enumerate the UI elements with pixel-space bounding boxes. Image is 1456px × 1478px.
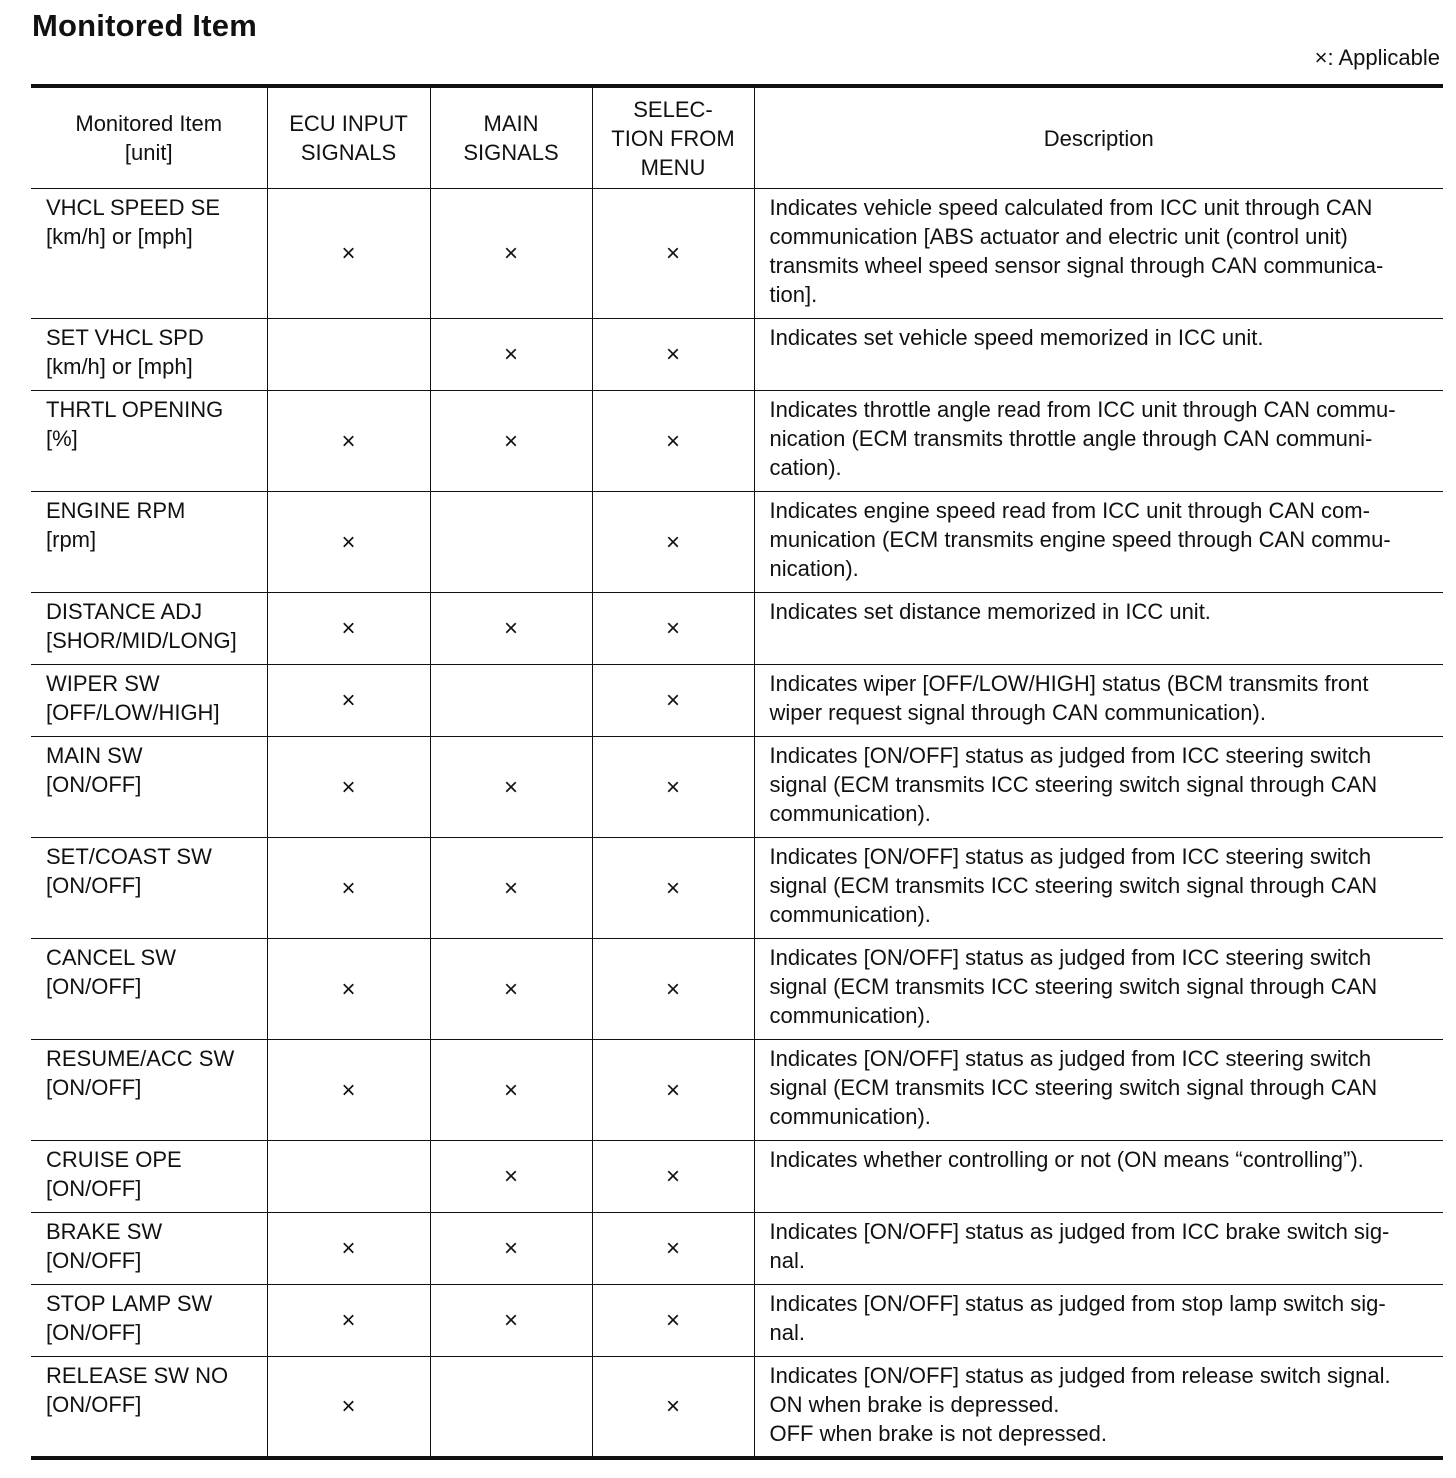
table-row: [31, 1040, 1443, 1141]
selection-from-menu-cell: ×: [592, 665, 754, 737]
monitored-item-cell: [31, 1285, 267, 1357]
monitored-item-cell: [31, 1213, 267, 1285]
monitored-item-cell: [31, 391, 267, 492]
monitored-item-cell: [31, 1357, 267, 1459]
selection-from-menu-cell: ×: [592, 737, 754, 838]
page-title: Monitored Item: [32, 8, 257, 43]
item-name: RESUME/ACC SW: [46, 1046, 235, 1071]
description-text: Indicates set distance memorized in ICC unit.: [769, 599, 1211, 624]
ecu-input-signals-cell: ×: [267, 391, 430, 492]
description-text: Indicates whether controlling or not (ON means “controlling”).: [769, 1147, 1364, 1172]
item-unit: [ON/OFF]: [46, 974, 142, 999]
selection-from-menu-cell: ×: [592, 939, 754, 1040]
main-signals-cell: ×: [430, 189, 592, 319]
ecu-input-signals-cell: ×: [267, 737, 430, 838]
ecu-input-signals-cell: ×: [267, 1213, 430, 1285]
description-cell: [754, 665, 1443, 737]
ecu-input-signals-cell: ×: [267, 1040, 430, 1141]
table-row: [31, 1357, 1443, 1459]
table-row: [31, 838, 1443, 939]
item-name: THRTL OPENING: [46, 397, 224, 422]
main-signals-cell: ×: [430, 1141, 592, 1213]
table-row: [31, 593, 1443, 665]
description-text: Indicates [ON/OFF] status as judged from ICC steering switch signal (ECM transmits ICC steering switch signal through CAN communication).: [769, 945, 1378, 1028]
selection-from-menu-cell: ×: [592, 391, 754, 492]
description-cell: [754, 319, 1443, 391]
description-cell: [754, 1213, 1443, 1285]
description-text: Indicates set vehicle speed memorized in ICC unit.: [769, 325, 1264, 350]
selection-from-menu-cell: ×: [592, 838, 754, 939]
main-signals-cell: ×: [430, 838, 592, 939]
description-text: Indicates throttle angle read from ICC unit through CAN commu- nication (ECM transmits throttle angle through CAN communi- cation).: [769, 397, 1396, 480]
description-cell: [754, 1141, 1443, 1213]
item-unit: [ON/OFF]: [46, 1320, 142, 1345]
monitored-item-cell: [31, 665, 267, 737]
header-selection-from-menu: SELEC- TION FROM MENU: [592, 86, 754, 189]
item-unit: [rpm]: [46, 527, 97, 552]
description-text: Indicates vehicle speed calculated from ICC unit through CAN communication [ABS actuator and electric unit (control unit) transmits wheel speed sensor signal through CAN communica- tion].: [769, 195, 1384, 307]
ecu-input-signals-cell: ×: [267, 665, 430, 737]
header-monitored-item: Monitored Item [unit]: [31, 86, 267, 189]
table-row: [31, 665, 1443, 737]
ecu-input-signals-cell: ×: [267, 492, 430, 593]
ecu-input-signals-cell: ×: [267, 1357, 430, 1459]
main-signals-cell: ×: [430, 391, 592, 492]
table-row: [31, 189, 1443, 319]
selection-from-menu-cell: ×: [592, 1040, 754, 1141]
ecu-input-signals-cell: ×: [267, 593, 430, 665]
selection-from-menu-cell: ×: [592, 1141, 754, 1213]
monitored-item-cell: [31, 319, 267, 391]
ecu-input-signals-cell: ×: [267, 1285, 430, 1357]
item-unit: [ON/OFF]: [46, 873, 142, 898]
main-signals-cell: ×: [430, 737, 592, 838]
item-unit: [OFF/LOW/HIGH]: [46, 700, 220, 725]
description-cell: [754, 1040, 1443, 1141]
ecu-input-signals-cell: [267, 319, 430, 391]
description-text: Indicates [ON/OFF] status as judged from ICC brake switch sig- nal.: [769, 1219, 1390, 1273]
ecu-input-signals-cell: ×: [267, 189, 430, 319]
main-signals-cell: ×: [430, 939, 592, 1040]
item-name: CANCEL SW: [46, 945, 176, 970]
description-text: Indicates [ON/OFF] status as judged from stop lamp switch sig- nal.: [769, 1291, 1386, 1345]
item-name: SET VHCL SPD: [46, 325, 204, 350]
description-text: Indicates [ON/OFF] status as judged from ICC steering switch signal (ECM transmits ICC steering switch signal through CAN communication).: [769, 1046, 1378, 1129]
monitored-item-cell: [31, 1040, 267, 1141]
main-signals-cell: ×: [430, 1285, 592, 1357]
description-cell: [754, 737, 1443, 838]
item-name: BRAKE SW: [46, 1219, 163, 1244]
description-cell: [754, 838, 1443, 939]
header-ecu-input-signals: ECU INPUT SIGNALS: [267, 86, 430, 189]
main-signals-cell: ×: [430, 1040, 592, 1141]
monitored-item-cell: [31, 939, 267, 1040]
table-row: [31, 939, 1443, 1040]
ecu-input-signals-cell: ×: [267, 838, 430, 939]
item-unit: [km/h] or [mph]: [46, 354, 193, 379]
description-text: Indicates engine speed read from ICC unit through CAN com- munication (ECM transmits engine speed through CAN commu- nication).: [769, 498, 1391, 581]
item-name: RELEASE SW NO: [46, 1363, 229, 1388]
ecu-input-signals-cell: [267, 1141, 430, 1213]
item-unit: [ON/OFF]: [46, 1075, 142, 1100]
main-signals-cell: ×: [430, 1213, 592, 1285]
item-name: ENGINE RPM: [46, 498, 186, 523]
monitored-item-cell: [31, 189, 267, 319]
selection-from-menu-cell: ×: [592, 319, 754, 391]
table-row: [31, 492, 1443, 593]
item-name: VHCL SPEED SE: [46, 195, 221, 220]
description-cell: [754, 391, 1443, 492]
item-name: STOP LAMP SW: [46, 1291, 213, 1316]
table-row: [31, 391, 1443, 492]
description-text: Indicates [ON/OFF] status as judged from release switch signal. ON when brake is depressed. OFF when brake is not depressed.: [769, 1363, 1391, 1446]
table-row: [31, 737, 1443, 838]
main-signals-cell: [430, 1357, 592, 1459]
item-unit: [%]: [46, 426, 78, 451]
monitored-item-table: [31, 84, 1443, 1460]
main-signals-cell: [430, 665, 592, 737]
monitored-item-cell: [31, 593, 267, 665]
description-cell: [754, 1357, 1443, 1459]
description-text: Indicates [ON/OFF] status as judged from ICC steering switch signal (ECM transmits ICC steering switch signal through CAN communication).: [769, 743, 1378, 826]
description-text: Indicates wiper [OFF/LOW/HIGH] status (BCM transmits front wiper request signal through CAN communication).: [769, 671, 1369, 725]
selection-from-menu-cell: ×: [592, 1213, 754, 1285]
applicable-legend: ×: Applicable: [1314, 45, 1440, 70]
item-name: MAIN SW: [46, 743, 143, 768]
table-row: [31, 319, 1443, 391]
ecu-input-signals-cell: ×: [267, 939, 430, 1040]
selection-from-menu-cell: ×: [592, 189, 754, 319]
description-text: Indicates [ON/OFF] status as judged from ICC steering switch signal (ECM transmits ICC steering switch signal through CAN communication).: [769, 844, 1378, 927]
item-name: WIPER SW: [46, 671, 160, 696]
item-unit: [ON/OFF]: [46, 1248, 142, 1273]
table-row: [31, 1213, 1443, 1285]
selection-from-menu-cell: ×: [592, 492, 754, 593]
monitored-item-cell: [31, 1141, 267, 1213]
selection-from-menu-cell: ×: [592, 1285, 754, 1357]
description-cell: [754, 492, 1443, 593]
monitored-item-cell: [31, 492, 267, 593]
monitored-item-cell: [31, 737, 267, 838]
table-row: [31, 1141, 1443, 1213]
item-name: CRUISE OPE: [46, 1147, 182, 1172]
table-row: [31, 1285, 1443, 1357]
item-name: DISTANCE ADJ: [46, 599, 203, 624]
item-unit: [ON/OFF]: [46, 772, 142, 797]
description-cell: [754, 1285, 1443, 1357]
main-signals-cell: ×: [430, 319, 592, 391]
selection-from-menu-cell: ×: [592, 593, 754, 665]
header-description: Description: [754, 86, 1443, 189]
main-signals-cell: ×: [430, 593, 592, 665]
item-unit: [ON/OFF]: [46, 1176, 142, 1201]
item-unit: [ON/OFF]: [46, 1392, 142, 1417]
monitored-item-cell: [31, 838, 267, 939]
selection-from-menu-cell: ×: [592, 1357, 754, 1459]
item-unit: [SHOR/MID/LONG]: [46, 628, 237, 653]
header-main-signals: MAIN SIGNALS: [430, 86, 592, 189]
description-cell: [754, 593, 1443, 665]
description-cell: [754, 939, 1443, 1040]
item-name: SET/COAST SW: [46, 844, 212, 869]
header-row: [31, 86, 1443, 189]
description-cell: [754, 189, 1443, 319]
main-signals-cell: [430, 492, 592, 593]
item-unit: [km/h] or [mph]: [46, 224, 193, 249]
